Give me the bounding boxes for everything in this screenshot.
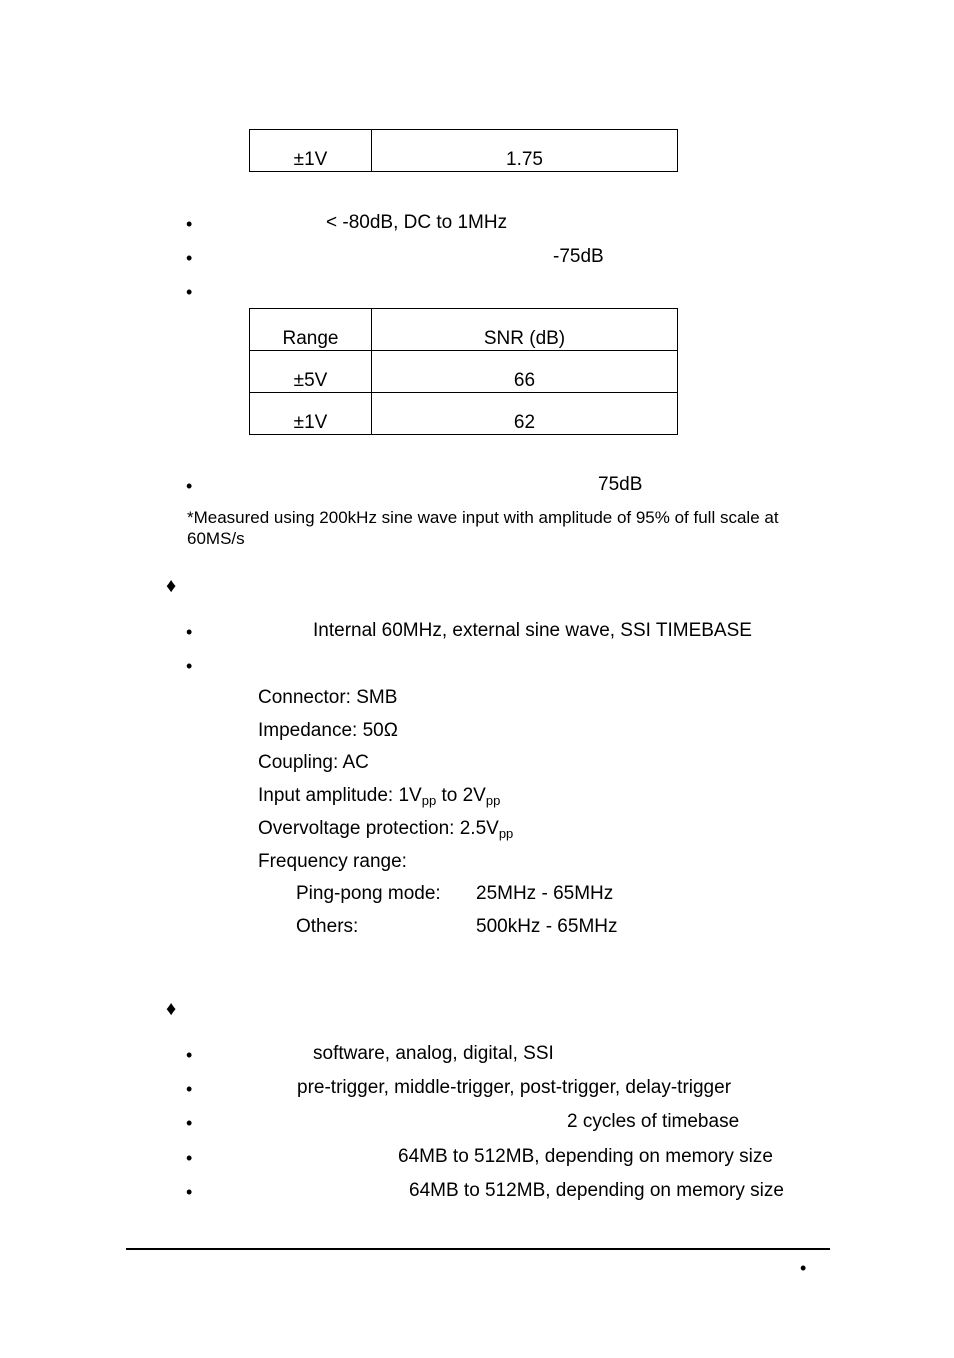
diamond-bullet-icon: ♦ <box>166 998 177 1020</box>
snr-table <box>249 308 678 435</box>
connector-spec: Connector: SMB <box>258 687 398 708</box>
range-cell: ±1V <box>250 393 372 435</box>
footer-bullet-icon: • <box>800 1258 807 1278</box>
pingpong-label: Ping-pong mode: <box>296 883 441 904</box>
bullet-icon: • <box>186 476 193 496</box>
value-cell: 62 <box>372 393 678 435</box>
subscript: pp <box>421 793 437 808</box>
pingpong-value: 25MHz - 65MHz <box>476 883 614 904</box>
bullet-icon: • <box>186 248 193 268</box>
crosstalk-value: < -80dB, DC to 1MHz <box>326 212 508 233</box>
spec-value: 64MB to 512MB, depending on memory size <box>398 1146 773 1167</box>
others-label: Others: <box>296 916 359 937</box>
timebase-options: Internal 60MHz, external sine wave, SSI TIMEBASE <box>313 620 752 641</box>
spec-value: 64MB to 512MB, depending on memory size <box>409 1180 784 1201</box>
column-header-range: Range <box>250 309 372 351</box>
bullet-icon: • <box>186 1079 193 1099</box>
bullet-icon: • <box>186 622 193 642</box>
frequency-range-label: Frequency range: <box>258 851 407 872</box>
value-cell: 66 <box>372 351 678 393</box>
trigger-source: software, analog, digital, SSI <box>313 1043 554 1064</box>
footer-rule <box>126 1248 830 1250</box>
table-header-row <box>250 309 678 351</box>
column-header-snr: SNR (dB) <box>372 309 678 351</box>
others-value: 500kHz - 65MHz <box>476 916 618 937</box>
subscript: pp <box>485 793 501 808</box>
table-row <box>250 393 678 435</box>
range-table-continued <box>249 129 678 172</box>
bullet-icon: • <box>186 1045 193 1065</box>
trigger-mode: pre-trigger, middle-trigger, post-trigger, delay-trigger <box>297 1077 732 1098</box>
amplitude-text: to 2V <box>436 785 486 806</box>
bullet-icon: • <box>186 656 193 676</box>
bullet-icon: • <box>186 1182 193 1202</box>
input-amplitude-spec <box>258 785 501 808</box>
bullet-icon: • <box>186 1113 193 1133</box>
value-cell: 1.75 <box>372 130 678 172</box>
subscript: pp <box>498 826 514 841</box>
bullet-icon: • <box>186 282 193 302</box>
diamond-bullet-icon: ♦ <box>166 575 177 597</box>
overvoltage-spec <box>258 818 514 841</box>
range-cell: ±1V <box>250 130 372 172</box>
range-cell: ±5V <box>250 351 372 393</box>
spec-value: 2 cycles of timebase <box>567 1111 740 1132</box>
coupling-spec: Coupling: AC <box>258 752 369 773</box>
spec-value: -75dB <box>553 246 604 267</box>
overvoltage-text: Overvoltage protection: 2.5V <box>258 818 499 839</box>
amplitude-text: Input amplitude: 1V <box>258 785 422 806</box>
bullet-icon: • <box>186 1148 193 1168</box>
footnote: *Measured using 200kHz sine wave input with amplitude of 95% of full scale at 60MS/s <box>187 508 779 548</box>
table-row <box>250 130 678 172</box>
spec-value: 75dB <box>598 474 643 495</box>
table-row <box>250 351 678 393</box>
impedance-spec: Impedance: 50Ω <box>258 720 398 741</box>
bullet-icon: • <box>186 214 193 234</box>
